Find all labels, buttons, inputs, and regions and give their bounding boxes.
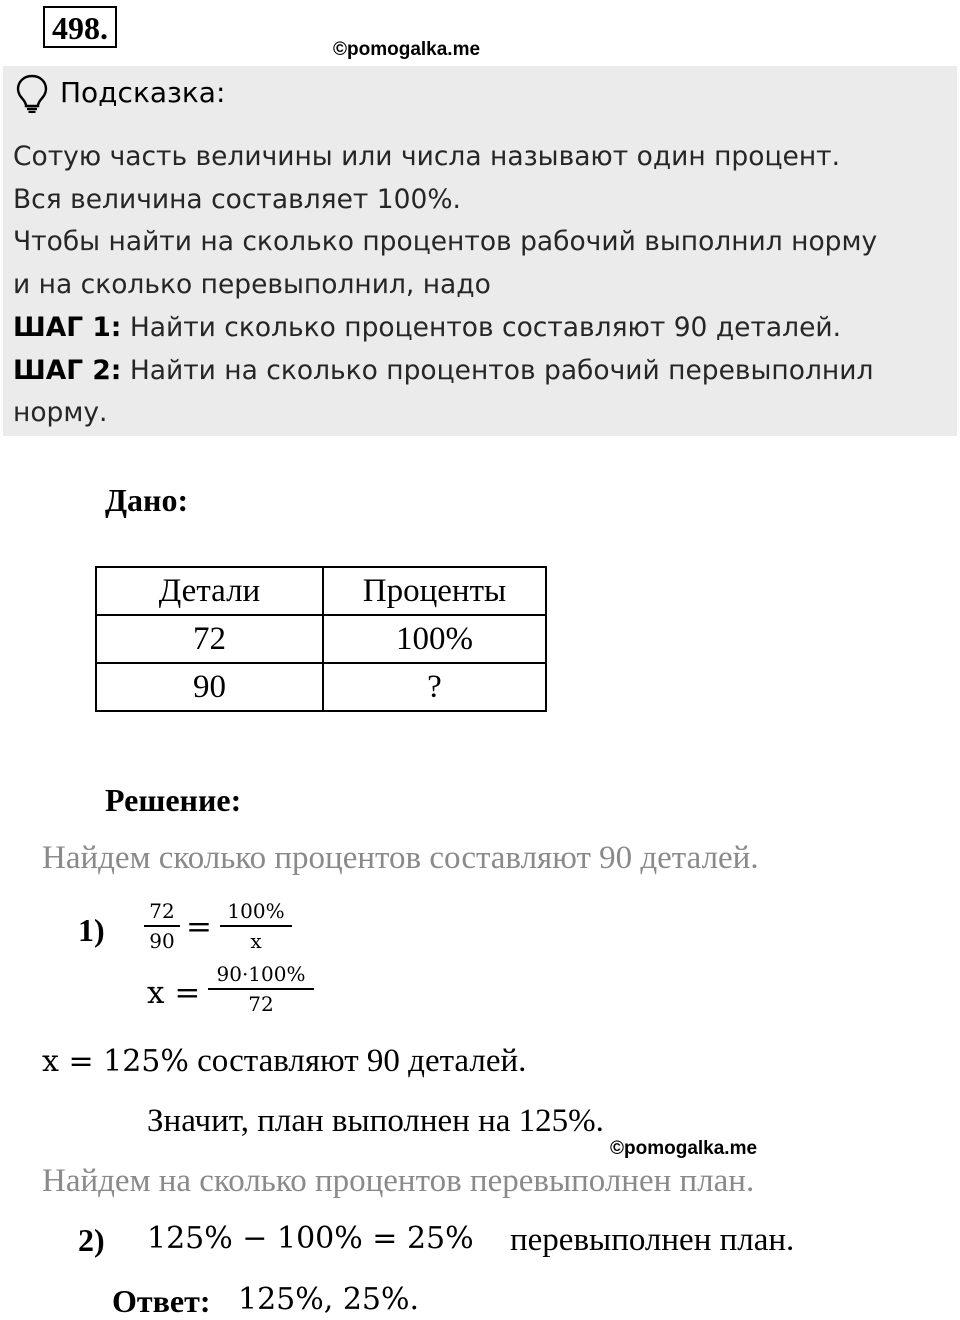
fraction-denominator: 72: [248, 992, 274, 1016]
hint-step-2-continued: норму.: [13, 397, 108, 428]
step-2-number: 2): [78, 1222, 105, 1258]
given-heading: Дано:: [105, 482, 189, 518]
step-2-text: перевыполнен план.: [510, 1222, 795, 1258]
fraction-denominator: 90: [149, 929, 175, 953]
given-table: [95, 566, 547, 712]
step-1-label: ШАГ 1:: [13, 312, 122, 343]
result-1-text: составляют 90 деталей.: [188, 1043, 527, 1079]
fraction-numerator: 100%: [220, 900, 292, 927]
table-cell: ?: [323, 663, 546, 711]
hint-line-1: Сотую часть величины или числа называют один процент.: [13, 141, 840, 172]
table-cell: 72: [96, 615, 323, 663]
hint-step-2: [13, 355, 873, 386]
column-header-details: Детали: [96, 567, 323, 615]
fraction-72-90: [144, 900, 180, 952]
hint-step-1: [13, 312, 841, 343]
hint-title: Подсказка:: [60, 76, 226, 109]
hint-line-2: Вся величина составляет 100%.: [13, 184, 461, 215]
fraction-denominator: x: [250, 929, 262, 953]
conclusion-text: Значит, план выполнен на 125%.: [147, 1103, 604, 1139]
step-2-label: ШАГ 2:: [13, 355, 122, 386]
solution-intro-1: Найдем сколько процентов составляют 90 деталей.: [42, 840, 759, 876]
result-1: [42, 1043, 526, 1080]
fraction-90x100-72: [208, 963, 314, 1015]
watermark-bottom: ©pomogalka.me: [610, 1138, 758, 1159]
hint-line-4: и на сколько перевыполнил, надо: [13, 269, 491, 300]
fraction-100-x: [220, 900, 292, 952]
fraction-numerator: 72: [144, 900, 180, 927]
answer-label: Ответ:: [112, 1283, 211, 1319]
table-cell: 90: [96, 663, 323, 711]
step-2-math: 125% − 100% = 25%: [147, 1221, 474, 1256]
hint-line-3: Чтобы найти на сколько процентов рабочий выполнил норму: [13, 226, 878, 257]
table-row: [96, 663, 546, 711]
column-header-percent: Проценты: [323, 567, 546, 615]
step-1-number: 1): [78, 912, 105, 948]
solution-intro-2: Найдем на сколько процентов перевыполнен план.: [42, 1163, 755, 1199]
fraction-numerator: 90·100%: [208, 963, 314, 990]
table-row: [96, 615, 546, 663]
step-2-text: Найти на сколько процентов рабочий перевыполнил: [121, 355, 874, 386]
table-cell: 100%: [323, 615, 546, 663]
table-header-row: [96, 567, 546, 615]
result-1-math: x = 125%: [42, 1044, 189, 1079]
answer-value: 125%, 25%.: [238, 1282, 420, 1317]
problem-number: 498.: [43, 6, 117, 48]
step-1-text: Найти сколько процентов составляют 90 деталей.: [121, 312, 842, 343]
lightbulb-icon: [14, 73, 50, 113]
equation-2-lhs: x =: [147, 975, 201, 1011]
solution-heading: Решение:: [105, 782, 242, 818]
equals-sign: =: [186, 909, 212, 945]
watermark-top: ©pomogalka.me: [333, 39, 481, 60]
